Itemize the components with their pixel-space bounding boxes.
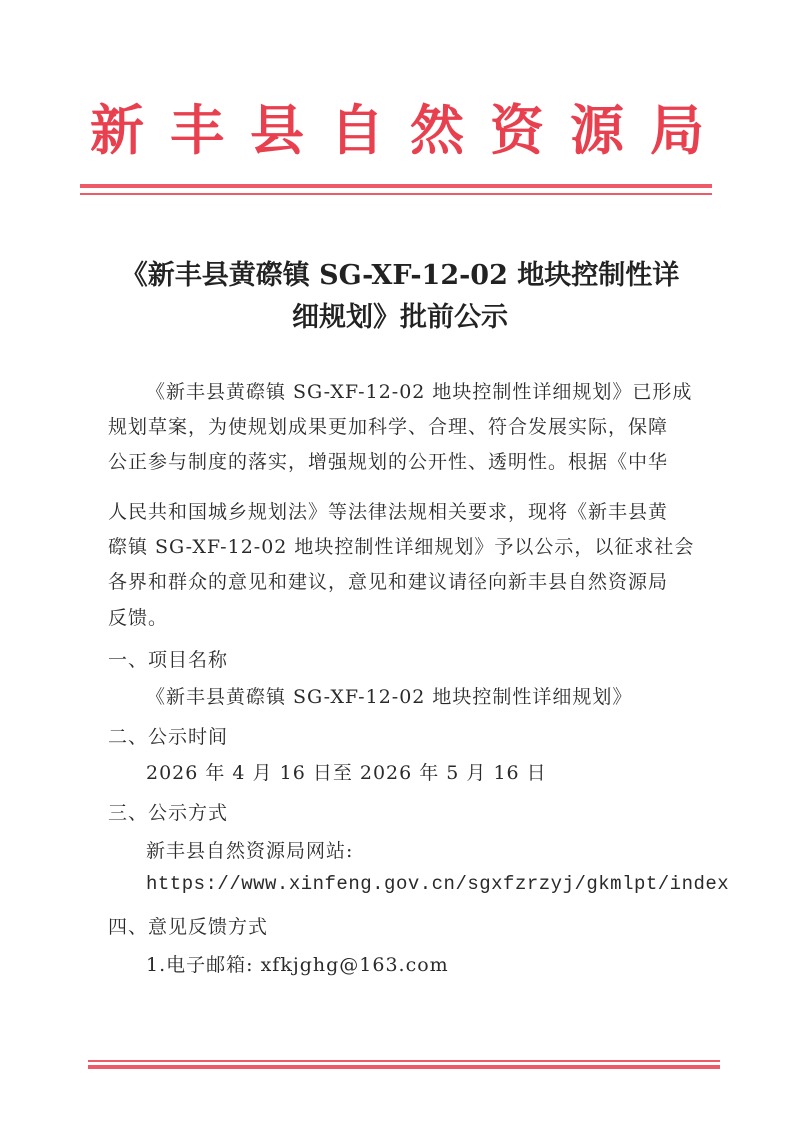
section-content: 新丰县自然资源局网站:: [146, 840, 354, 862]
section-content: 2026 年 4 月 16 日至 2026 年 5 月 16 日: [146, 762, 547, 784]
section-heading: 四、意见反馈方式: [108, 916, 269, 938]
section-content: 《新丰县黄磜镇 SG-XF-12-02 地块控制性详细规划》: [146, 686, 633, 708]
paragraph-line: 反馈。: [108, 607, 169, 629]
website-url-link[interactable]: https://www.xinfeng.gov.cn/sgxfzrzyj/gkmlpt/index: [146, 873, 730, 895]
section-heading: 三、公示方式: [108, 802, 229, 824]
notice-title-line-1: 《新丰县黄磜镇 SG-XF-12-02 地块控制性详: [120, 260, 680, 291]
paragraph-line: 各界和群众的意见和建议，意见和建议请径向新丰县自然资源局: [108, 571, 669, 593]
letterhead-org-name: 新丰县自然资源局: [90, 98, 730, 162]
footer-rule-thin: [88, 1060, 720, 1062]
paragraph-line: 人民共和国城乡规划法》等法律法规相关要求，现将《新丰县黄: [108, 501, 669, 523]
paragraph-line: 规划草案，为使规划成果更加科学、合理、符合发展实际，保障: [108, 416, 669, 438]
footer-rule-thick: [88, 1065, 720, 1069]
section-heading: 一、项目名称: [108, 649, 229, 671]
paragraph-line: 公正参与制度的落实，增强规划的公开性、透明性。根据《中华: [108, 451, 669, 473]
header-rule-thin: [80, 193, 712, 195]
section-heading: 二、公示时间: [108, 726, 229, 748]
notice-title-line-2: 细规划》批前公示: [292, 302, 508, 333]
email-contact[interactable]: 1.电子邮箱: xfkjghg@163.com: [146, 954, 449, 976]
header-rule-thick: [80, 184, 712, 188]
paragraph-line: 磜镇 SG-XF-12-02 地块控制性详细规划》予以公示，以征求社会: [108, 536, 695, 558]
paragraph-line: 《新丰县黄磜镇 SG-XF-12-02 地块控制性详细规划》已形成: [146, 381, 693, 403]
